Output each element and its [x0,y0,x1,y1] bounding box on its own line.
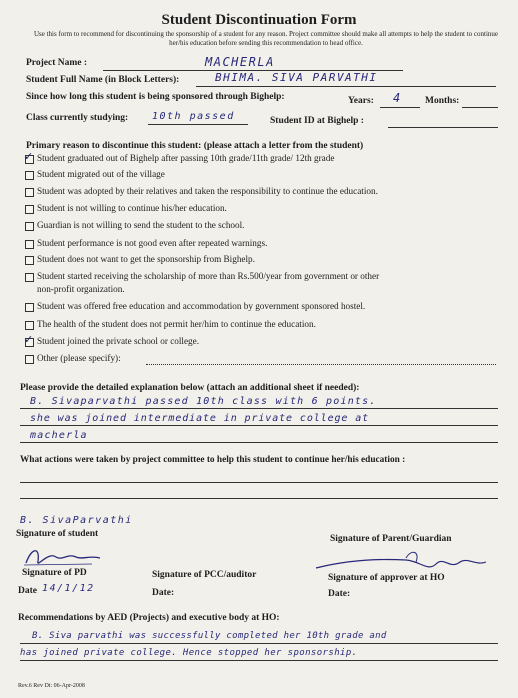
reason-label-7: Student does not want to get the sponsorship from Bighelp. [37,254,255,264]
reason-checkbox-6[interactable] [25,240,34,249]
student-name-label: Student Full Name (in Block Letters): [26,75,180,85]
form-revision-footer: Rev.6 Rev Dt: 06-Apr-2008 [18,683,85,689]
student-name-value[interactable]: BHIMA. SIVA PARVATHI [215,71,378,84]
actions-label: What actions were taken by project committee to help this student to continue her/his education : [20,455,406,465]
reason-label-4: Student is not willing to continue his/her education. [37,203,227,213]
pcc-date-label: Date: [152,588,175,598]
reason-label-5: Guardian is not willing to send the student to the school. [37,220,245,230]
sponsorship-duration-label: Since how long this student is being sponsored through Bighelp: [26,92,285,102]
reason-label-8-cont: non-profit organization. [37,284,125,294]
recommendations-label: Recommendations by AED (Projects) and executive body at HO: [18,613,280,623]
reason-label-6: Student performance is not good even after repeated warnings. [37,238,268,248]
explanation-text-1[interactable]: B. Sivaparvathi passed 10th class with 6 points. [30,396,377,407]
class-label: Class currently studying: [26,113,129,123]
pd-signature-label: Signature of PD [22,568,87,578]
reason-label-1: Student graduated out of Bighelp after passing 10th grade/11th grade/ 12th grade [37,153,335,163]
pd-signature-scribble [22,543,122,571]
reason-label-3: Student was adopted by their relatives and taken the responsibility to continue the education. [37,186,378,196]
explanation-line-3 [20,442,498,443]
reason-label-10: The health of the student does not permit her/him to continue the education. [37,319,316,329]
recommendation-text-1[interactable]: B. Siva parvathi was successfully completed her 10th grade and [32,631,387,641]
student-name-line [196,86,496,87]
reason-label-8: Student started receiving the scholarship of more than Rs.500/year from government or other [37,271,380,281]
reason-checkbox-7[interactable] [25,256,34,265]
pd-date-value[interactable]: 14/1/12 [42,583,95,594]
approver-date-label: Date: [328,589,351,599]
explanation-text-2[interactable]: she was joined intermediate in private college at [30,413,370,424]
student-id-line [388,127,498,128]
parent-signature-label: Signature of Parent/Guardian [330,534,452,544]
student-id-label: Student ID at Bighelp : [270,116,364,126]
reason-checkbox-10[interactable] [25,321,34,330]
pcc-signature-label: Signature of PCC/auditor [152,570,257,580]
months-line [462,107,498,108]
approver-signature-label: Signature of approver at HO [328,573,445,583]
reason-checkbox-3[interactable] [25,188,34,197]
project-name-value[interactable]: MACHERLA [205,55,275,69]
reason-label-2: Student migrated out of the village [37,169,165,179]
reason-checkbox-5[interactable] [25,222,34,231]
class-line [148,124,248,125]
years-value[interactable]: 4 [393,91,402,105]
actions-line-2 [20,498,498,499]
reason-checkbox-11[interactable] [25,338,34,347]
reason-checkbox-9[interactable] [25,303,34,312]
months-label: Months: [425,96,460,106]
explanation-label: Please provide the detailed explanation below (attach an additional sheet if needed): [20,383,360,393]
pd-date-label: Date [18,586,37,596]
reason-checkbox-1[interactable] [25,155,34,164]
form-instructions: Use this form to recommend for discontinuing the sponsorship of a student for any reason. Project committee should make all attempts to help the student to continue her/his education before sending this recommendation to head office. [33,30,499,48]
project-name-label: Project Name : [26,58,88,68]
explanation-line-2 [20,425,498,426]
years-label: Years: [348,96,374,106]
form-title: Student Discontinuation Form [161,12,357,28]
years-line [380,107,420,108]
actions-line-1 [20,482,498,483]
reason-label-12: Other (please specify): [37,353,121,363]
explanation-line-1 [20,408,498,409]
other-specify-line [146,364,496,365]
recommendation-text-2[interactable]: has joined private college. Hence stopped her sponsorship. [20,648,358,658]
reason-checkbox-8[interactable] [25,273,34,282]
reason-checkbox-4[interactable] [25,205,34,214]
reason-checkbox-12[interactable] [25,355,34,364]
recommendation-line-2 [20,660,498,661]
student-signature[interactable]: B. SivaParvathi [20,515,133,526]
class-value[interactable]: 10th passed [152,111,235,122]
reason-label-9: Student was offered free education and accommodation by government sponsored hostel. [37,301,366,311]
recommendation-line-1 [20,643,498,644]
reason-label-11: Student joined the private school or college. [37,336,200,346]
reasons-heading: Primary reason to discontinue this student: (please attach a letter from the student) [26,141,364,151]
student-signature-label: Signature of student [16,529,99,539]
reason-checkbox-2[interactable] [25,171,34,180]
explanation-text-3[interactable]: macherla [30,430,88,441]
